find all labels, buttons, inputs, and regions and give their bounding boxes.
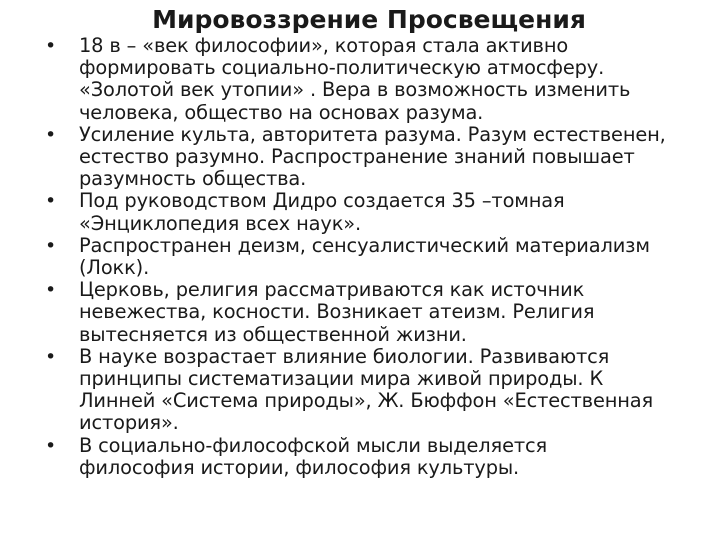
bullet-marker: • (45, 190, 57, 213)
bullet-line: естество разумно. Распространение знаний повышает (79, 145, 635, 169)
bullet-item (45, 35, 693, 124)
bullet-item (45, 346, 693, 435)
bullet-line: «Энциклопедия всех наук». (79, 211, 361, 235)
bullet-item (45, 279, 693, 346)
bullet-line: (Локк). (79, 256, 150, 280)
bullet-item (45, 235, 693, 279)
bullet-marker: • (45, 345, 57, 368)
bullet-line: «Золотой век утопии» . Вера в возможность изменить (79, 78, 631, 102)
bullet-line: философия истории, философия культуры. (79, 455, 520, 479)
bullet-list (45, 35, 693, 479)
bullet-line: формировать социально-политическую атмосферу. (79, 56, 605, 80)
bullet-line: Линней «Система природы», Ж. Бюффон «Естественная (79, 389, 654, 413)
bullet-line: Церковь, религия рассматриваются как источник (79, 278, 585, 302)
bullet-marker: • (45, 35, 57, 57)
slide-title: Мировоззрение Просвещения (152, 5, 586, 34)
bullet-line: В социально-философской мысли выделяется (79, 433, 548, 457)
bullet-marker: • (45, 123, 57, 146)
bullet-item (45, 435, 693, 479)
bullet-line: Под руководством Дидро создается 35 –томная (79, 189, 565, 213)
bullet-line: разумность общества. (79, 167, 307, 191)
bullet-line: В науке возрастает влияние биологии. Развиваются (79, 344, 610, 368)
bullet-line: Распространен деизм, сенсуалистический материализм (79, 233, 650, 257)
bullet-line: история». (79, 411, 179, 435)
bullet-line: человека, общество на основах разума. (79, 100, 484, 124)
bullet-marker: • (45, 279, 57, 302)
bullet-line: 18 в – «век философии», которая стала активно (79, 34, 569, 57)
bullet-line: Усиление культа, авторитета разума. Разум естественен, (79, 122, 666, 146)
bullet-item (45, 190, 693, 234)
bullet-marker: • (45, 234, 57, 257)
bullet-line: невежества, косности. Возникает атеизм. Религия (79, 300, 595, 324)
bullet-line: вытесняется из общественной жизни. (79, 322, 467, 346)
bullet-item (45, 124, 693, 191)
bullet-marker: • (45, 434, 57, 457)
bullet-line: принципы систематизации мира живой природы. К (79, 367, 604, 391)
